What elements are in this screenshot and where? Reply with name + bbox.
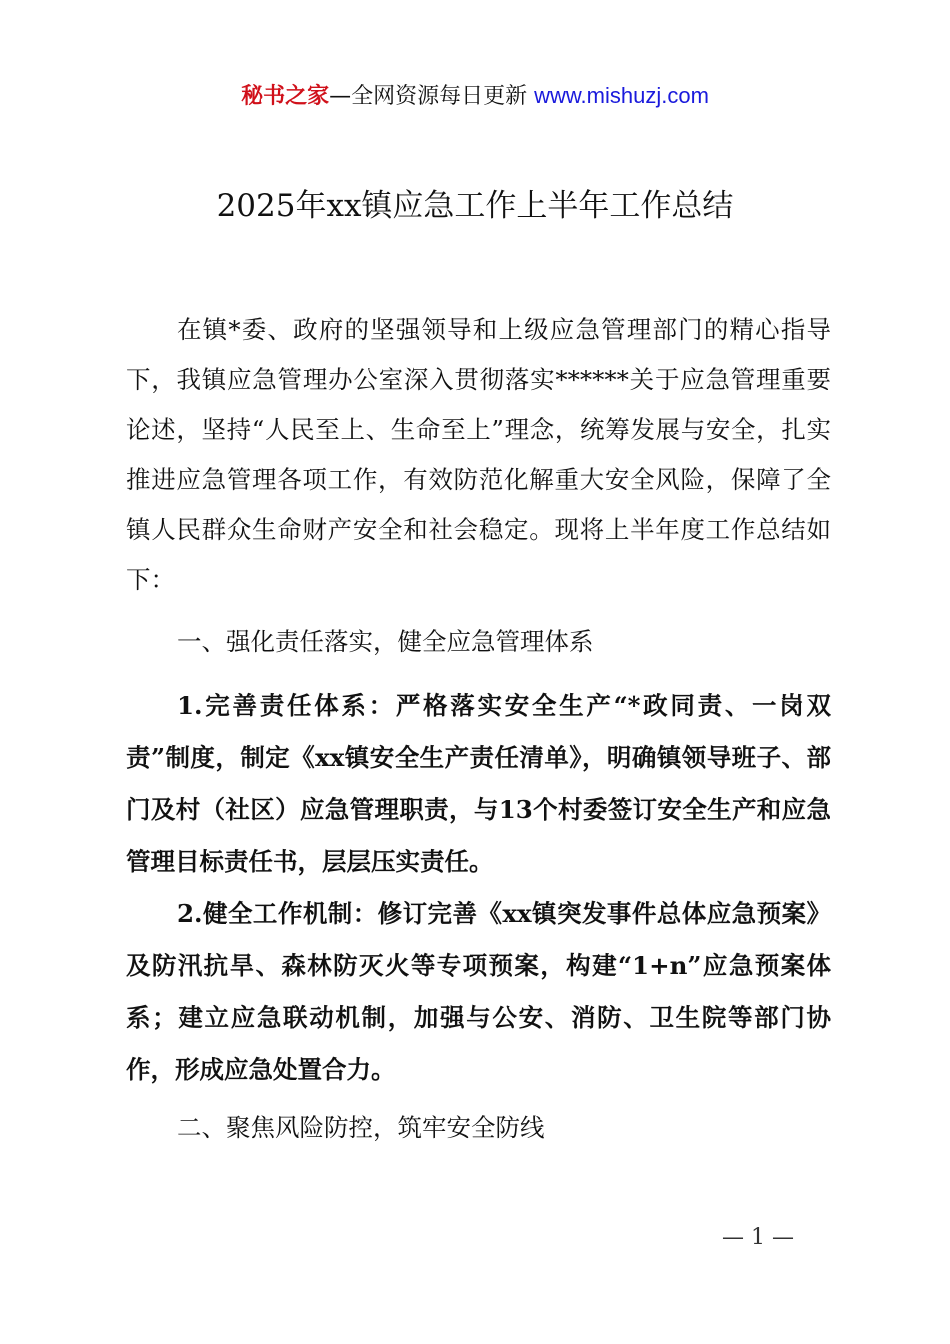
section-heading-2: 二、聚焦风险防控，筑牢安全防线 [177,1113,545,1142]
list-item-responsibility-system: 1.完善责任体系：严格落实安全生产“*政同责、一岗双责”制度，制定《xx镇安全生产责任清单》，明确镇领导班子、部门及村（社区）应急管理职责，与13个村委签订安全生产和应急管理目标责任书，层层压实责任。 [126,691,831,876]
section-heading-1: 一、强化责任落实，健全应急管理体系 [177,627,594,656]
site-slogan: —全网资源每日更新 [329,84,528,109]
document-title: 2025年xx镇应急工作上半年工作总结 [216,188,734,224]
list-item-work-mechanism: 2.健全工作机制：修订完善《xx镇突发事件总体应急预案》及防汛抗旱、森林防灭火等专项预案，构建“1+n”应急预案体系；建立应急联动机制，加强与公安、消防、卫生院等部门协作，形成应急处置合力。 [126,899,831,1084]
page-number: — 1 — [722,1225,794,1250]
site-name: 秘书之家 [241,84,330,109]
site-header [0,80,950,113]
site-url-link[interactable]: www.mishuzj.com [534,83,709,108]
intro-paragraph: 在镇*委、政府的坚强领导和上级应急管理部门的精心指导下，我镇应急管理办公室深入贯彻落实******关于应急管理重要论述，坚持“人民至上、生命至上”理念，统筹发展与安全，扎实推进应急管理各项工作，有效防范化解重大安全风险，保障了全镇人民群众生命财产安全和社会稳定。现将上半年度工作总结如下： [126,315,831,594]
